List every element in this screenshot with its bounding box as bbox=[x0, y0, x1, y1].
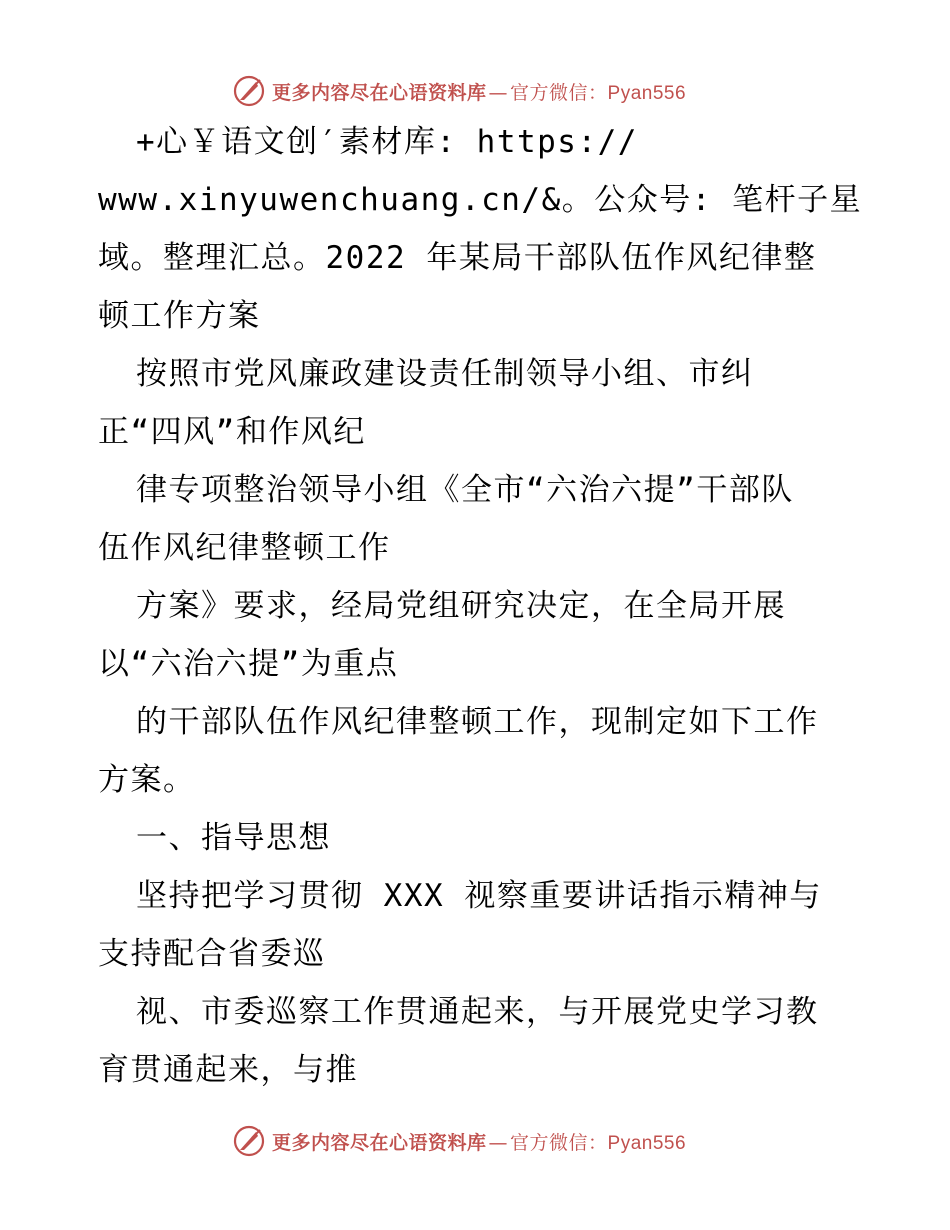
watermark-wechat-id: Pyan556 bbox=[607, 82, 687, 104]
section-heading: 一、指导思想 bbox=[136, 820, 331, 856]
doc-line: 方案》要求，经局党组研究决定，在全局开展 bbox=[136, 588, 786, 624]
watermark-separator: — bbox=[488, 81, 509, 104]
feather-pen-logo-icon bbox=[232, 1124, 266, 1158]
doc-line: 域。整理汇总。2022 年某局干部队伍作风纪律整 bbox=[98, 240, 817, 276]
doc-line: 坚持把学习贯彻 XXX 视察重要讲话指示精神与 bbox=[136, 878, 822, 914]
header-watermark bbox=[232, 71, 686, 111]
feather-pen-logo-icon bbox=[232, 74, 266, 108]
doc-line: 正“四风”和作风纪 bbox=[98, 414, 366, 450]
doc-line: 按照市党风廉政建设责任制领导小组、市纠 bbox=[136, 356, 754, 392]
doc-line: 育贯通起来，与推 bbox=[98, 1052, 358, 1088]
doc-line: +心￥语文创′素材库: https:// bbox=[136, 124, 638, 160]
doc-line: 支持配合省委巡 bbox=[98, 936, 326, 972]
watermark-main: 更多内容尽在心语资料库 bbox=[272, 81, 487, 104]
watermark-text bbox=[272, 1128, 686, 1155]
doc-line: 视、市委巡察工作贯通起来，与开展党史学习教 bbox=[136, 994, 819, 1030]
watermark-main: 更多内容尽在心语资料库 bbox=[272, 1131, 487, 1154]
footer-watermark bbox=[232, 1121, 686, 1161]
doc-line: www.xinyuwenchuang.cn/&。公众号: 笔杆子星 bbox=[98, 182, 863, 218]
doc-line: 伍作风纪律整顿工作 bbox=[98, 530, 391, 566]
doc-line: 以“六治六提”为重点 bbox=[98, 646, 399, 682]
watermark-label: 官方微信： bbox=[510, 81, 608, 104]
doc-line: 律专项整治领导小组《全市“六治六提”干部队 bbox=[136, 472, 794, 508]
doc-line: 顿工作方案 bbox=[98, 298, 261, 334]
doc-line: 的干部队伍作风纪律整顿工作，现制定如下工作 bbox=[136, 704, 819, 740]
watermark-separator: — bbox=[488, 1131, 509, 1154]
doc-line: 方案。 bbox=[98, 762, 196, 798]
watermark-text bbox=[272, 78, 686, 105]
watermark-label: 官方微信： bbox=[510, 1131, 608, 1154]
watermark-wechat-id: Pyan556 bbox=[607, 1132, 687, 1154]
